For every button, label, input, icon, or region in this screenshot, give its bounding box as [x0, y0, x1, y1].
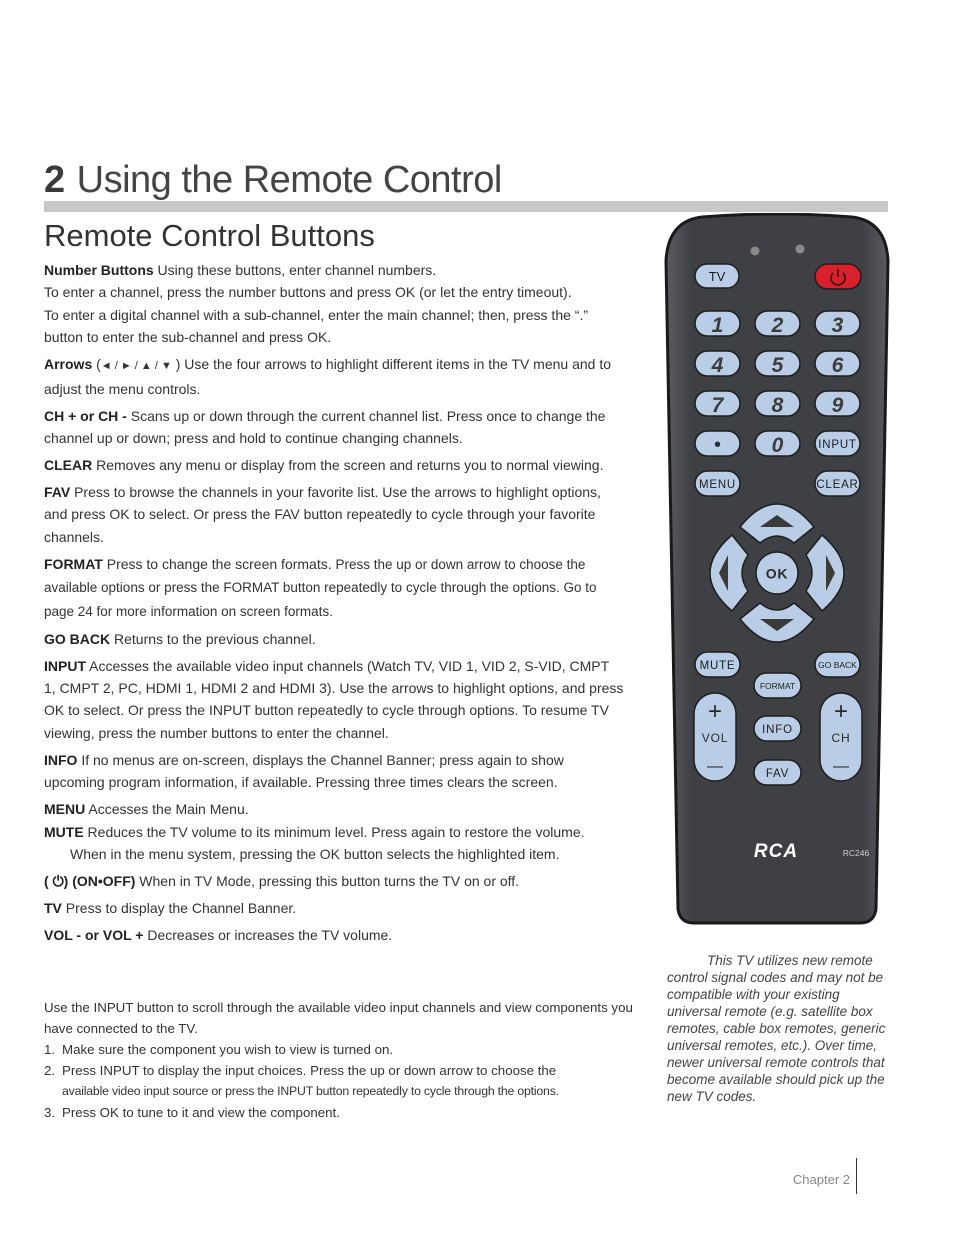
ok-button[interactable]: [756, 552, 798, 594]
svg-text:FAV: FAV: [765, 768, 790, 780]
svg-text:9: 9: [831, 394, 844, 417]
digit-button-5[interactable]: [755, 351, 800, 377]
format-button[interactable]: [754, 673, 801, 698]
channel-rocker[interactable]: [820, 693, 862, 781]
vol-plus-icon[interactable]: +: [707, 698, 723, 725]
power-button[interactable]: [815, 264, 861, 289]
svg-text:5: 5: [771, 354, 784, 377]
svg-text:0: 0: [771, 434, 784, 457]
svg-text:VOL: VOL: [701, 731, 729, 745]
note-body: control signal codes and may not be compatible with your existing universal remote (e.g. satellite box remotes, cable box remotes, generic universal remotes, etc.). Over time, newer universal remote controls that become available should pick up the new TV codes.: [667, 970, 886, 1104]
svg-text:TV: TV: [708, 269, 726, 284]
format-desc: FORMAT Press to change the screen formats. Press the up or down arrow to choose the available options or press the FORMAT button repeatedly to cycle through the options. Go to page 24 for more information on screen formats.: [44, 555, 597, 619]
digit-button-3[interactable]: [815, 311, 860, 337]
clear-button[interactable]: [815, 471, 860, 496]
step-3: 3. Press OK to tune to it and view the component.: [44, 1105, 340, 1120]
footer-chapter-label: Chapter 2: [792, 1172, 850, 1187]
step-1: 1. Make sure the component you wish to view is turned on.: [44, 1042, 394, 1057]
svg-text:7: 7: [711, 394, 724, 417]
digit-button-4[interactable]: [695, 351, 740, 377]
fav-desc: FAV Press to browse the channels in your favorite list. Use the arrows to highlight options, and press OK to select. Or press the FAV button repeatedly to cycle through your favorite channels.: [44, 484, 601, 545]
fav-button[interactable]: [754, 760, 801, 785]
svg-text:CH: CH: [831, 731, 851, 745]
digit-button-8[interactable]: [755, 391, 800, 417]
power-icon: ⏻: [52, 873, 64, 890]
input-desc: INPUT Accesses the available video input channels (Watch TV, VID 1, VID 2, S-VID, CMPT 1, CMPT 2, PC, HDMI 1, HDMI 2 and HDMI 3). Use the arrows to highlight options, and press OK to select. Or press the INPUT button repeatedly to cycle through options. To resume TV viewing, press the number buttons to enter the channel.: [44, 657, 624, 741]
svg-text:1: 1: [711, 314, 724, 337]
svg-text:•: •: [713, 434, 722, 456]
digit-button-6[interactable]: [815, 351, 860, 377]
tv-button[interactable]: [695, 264, 739, 288]
button-descriptions: [44, 259, 624, 951]
info-button[interactable]: [754, 716, 801, 741]
led-left-icon: [751, 247, 760, 256]
menu-button[interactable]: [695, 471, 740, 496]
vol-minus-icon[interactable]: —: [707, 758, 723, 775]
ch-minus-icon[interactable]: —: [833, 758, 849, 775]
svg-text:INPUT: INPUT: [818, 439, 857, 451]
power-desc: ( ⏻) (ON•OFF) When in TV Mode, pressing this button turns the TV on or off.: [44, 873, 520, 890]
svg-text:CLEAR: CLEAR: [816, 479, 859, 491]
digit-button-0[interactable]: [755, 431, 800, 457]
rca-logo: RCA: [753, 841, 799, 862]
ok-desc: When in the menu system, pressing the OK button selects the highlighted item.: [70, 846, 560, 863]
svg-text:INFO: INFO: [762, 724, 793, 736]
chapter-number: 2: [44, 159, 65, 201]
ch-plus-icon[interactable]: +: [833, 698, 849, 725]
section-title: Remote Control Buttons: [44, 218, 375, 253]
input-button[interactable]: [815, 431, 860, 456]
chapter-heading: [44, 156, 502, 204]
svg-text:8: 8: [771, 394, 784, 417]
go-back-button[interactable]: [815, 652, 860, 677]
remote-control-illustration: [664, 213, 890, 925]
mute-desc: MUTE Reduces the TV volume to its minimum level. Press again to restore the volume.: [44, 823, 585, 840]
info-desc: INFO If no menus are on-screen, displays the Channel Banner; press again to show upcoming program information, if available. Pressing three times clears the screen.: [44, 751, 564, 791]
ch-desc: CH + or CH - Scans up or down through the current channel list. Press once to change the channel up or down; press and hold to continue changing channels.: [44, 407, 606, 447]
tv-desc: TV Press to display the Channel Banner.: [44, 900, 297, 917]
svg-text:GO BACK: GO BACK: [818, 660, 857, 670]
number-buttons-desc: Number Buttons Using these buttons, enter channel numbers. To enter a channel, press the number buttons and press OK (or let the entry timeout). To enter a digital channel with a sub-channel, enter the main channel; then, press the “.” button to enter the sub-channel and press OK.: [44, 262, 588, 346]
arrows-desc: Arrows (◄ / ► / ▲ / ▼ ) Use the four arrows to highlight different items in the TV menu and to adjust the menu controls.: [44, 356, 612, 397]
clear-desc: CLEAR Removes any menu or display from the screen and returns you to normal viewing.: [44, 457, 604, 474]
led-right-icon: [796, 245, 805, 254]
svg-text:4: 4: [711, 354, 724, 377]
go-back-desc: GO BACK Returns to the previous channel.: [44, 630, 316, 647]
svg-text:6: 6: [831, 354, 844, 377]
vol-desc: VOL - or VOL + Decreases or increases the TV volume.: [44, 927, 393, 944]
step-2-continued: available video input source or press the INPUT button repeatedly to cycle through the options.: [62, 1084, 559, 1098]
note-line-1: This TV utilizes new remote: [707, 953, 873, 968]
svg-text:MUTE: MUTE: [699, 660, 736, 672]
volume-rocker[interactable]: [694, 693, 736, 781]
chapter-title: Using the Remote Control: [76, 159, 502, 201]
digit-button-9[interactable]: [815, 391, 860, 417]
mute-button[interactable]: [695, 652, 740, 677]
svg-text:2: 2: [771, 314, 784, 337]
svg-text:FORMAT: FORMAT: [759, 681, 796, 691]
footer-rule: [856, 1158, 857, 1194]
menu-desc: MENU Accesses the Main Menu.: [44, 801, 249, 818]
dot-button[interactable]: [695, 431, 740, 456]
model-number: RC246: [842, 848, 870, 858]
heading-rule: [44, 201, 888, 212]
remote-codes-note: [667, 952, 893, 1105]
svg-text:MENU: MENU: [698, 479, 737, 491]
svg-text:OK: OK: [765, 565, 789, 582]
arrow-glyphs: ◄ / ► / ▲ / ▼: [100, 360, 172, 373]
digit-button-7[interactable]: [695, 391, 740, 417]
svg-text:3: 3: [831, 314, 844, 337]
step-2: 2. Press INPUT to display the input choices. Press the up or down arrow to choose the: [44, 1063, 557, 1078]
input-intro: Use the INPUT button to scroll through the available video input channels and view components you have connected to the TV.: [44, 1000, 633, 1036]
input-instructions: [44, 997, 634, 1123]
digit-button-2[interactable]: [755, 311, 800, 337]
digit-button-1[interactable]: [695, 311, 740, 337]
